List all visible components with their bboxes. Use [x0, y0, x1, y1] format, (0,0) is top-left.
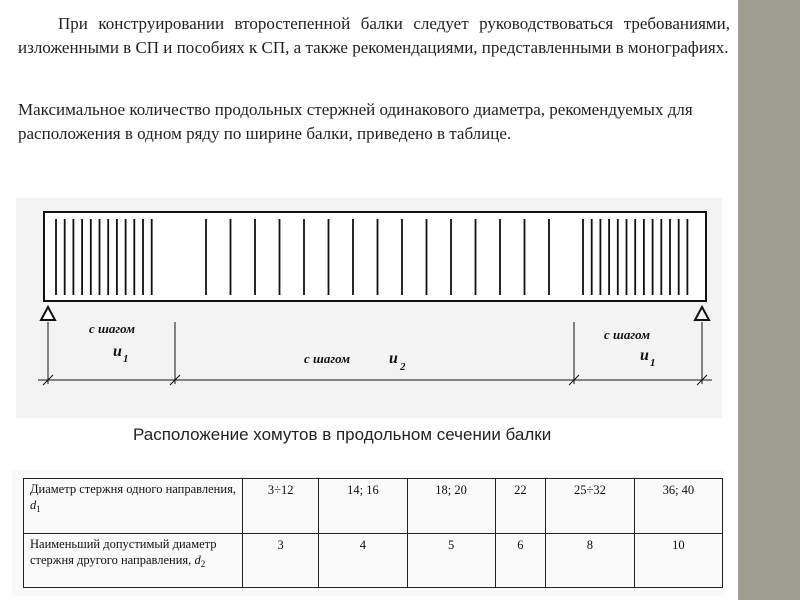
right-spacing-label: с шагом: [604, 327, 651, 342]
table-cell: 14; 16: [319, 479, 407, 534]
table-cell: 36; 40: [634, 479, 722, 534]
figure-caption: Расположение хомутов в продольном сечении балки: [133, 425, 552, 444]
row-header-d1: [24, 479, 243, 534]
table-cell: 18; 20: [407, 479, 495, 534]
table-row: [24, 533, 723, 588]
table-cell: 4: [319, 533, 407, 588]
bar-diameter-table: [23, 478, 723, 588]
middle-spacing-index: 2: [400, 361, 406, 373]
left-spacing-symbol: u: [113, 343, 122, 360]
middle-spacing-label: с шагом: [304, 351, 351, 366]
beam-diagram: [16, 198, 722, 418]
table-row: [24, 479, 723, 534]
slide-side-panel: [738, 0, 800, 600]
row-header-symbol: d: [30, 498, 37, 512]
stirrup-layout-figure: [16, 198, 722, 418]
bar-diameter-table-image: [12, 470, 724, 596]
table-cell: 25÷32: [546, 479, 635, 534]
left-spacing-label: с шагом: [89, 321, 136, 336]
table-cell: 3: [243, 533, 319, 588]
row-header-index: 2: [200, 558, 206, 569]
table-cell: 22: [495, 479, 545, 534]
middle-spacing-symbol: u: [389, 350, 398, 367]
row-header-text: Наименьший допустимый диаметр стержня другого направления,: [30, 536, 217, 567]
row-header-symbol: d: [194, 552, 201, 567]
row-header-index: 1: [36, 504, 41, 514]
left-spacing-index: 1: [123, 353, 129, 365]
table-cell: 8: [546, 533, 635, 588]
table-cell: 10: [634, 533, 722, 588]
right-spacing-symbol: u: [640, 347, 649, 364]
table-cell: 5: [407, 533, 495, 588]
row-header-d2: [24, 533, 243, 588]
right-spacing-index: 1: [650, 357, 656, 369]
intro-paragraph: При конструировании второстепенной балки следует руководствоваться требованиями, изложенными в СП и пособиях к СП, а также рекомендациями, представленными в монографиях.: [18, 14, 730, 57]
row-header-text: Диаметр стержня одного направления,: [30, 482, 236, 496]
table-cell: 6: [495, 533, 545, 588]
table-intro-paragraph: Максимальное количество продольных стержней одинакового диаметра, рекомендуемых для расположения в одном ряду по ширине балки, приведено в таблице.: [18, 100, 693, 143]
table-cell: 3÷12: [243, 479, 319, 534]
